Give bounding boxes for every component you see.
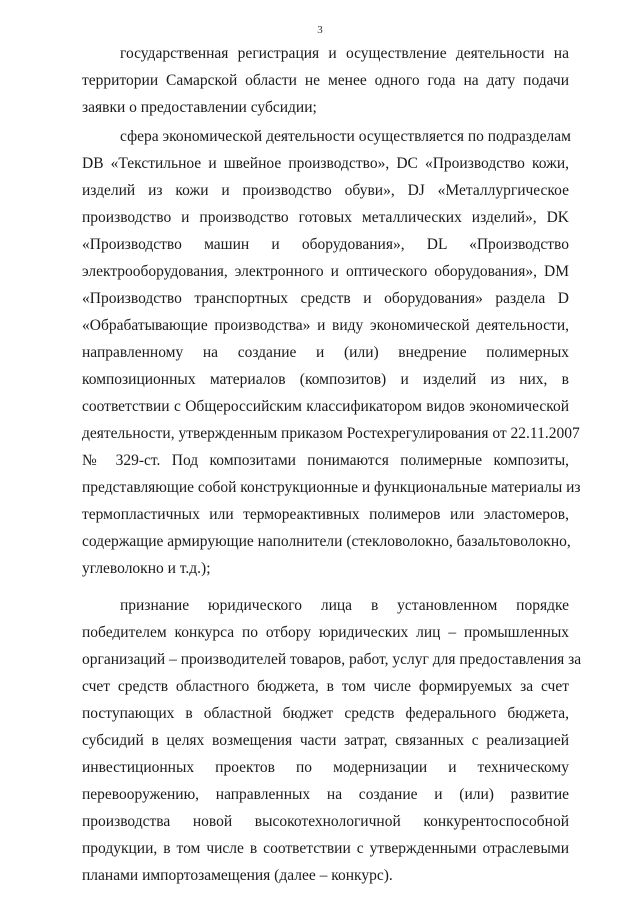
- text-line: № 329-ст. Под композитами понимаются полимерные композиты,: [82, 452, 569, 469]
- text-line: DB «Текстильное и швейное производство», DC «Производство кожи,: [82, 155, 569, 172]
- text-line: сфера экономической деятельности осуществляется по подразделам: [120, 128, 571, 145]
- text-line: планами импортозамещения (далее – конкурс).: [82, 867, 393, 884]
- text-line: производства новой высокотехнологичной конкурентоспособной: [82, 813, 569, 830]
- text-line: счет средств областного бюджета, в том числе формируемых за счет: [82, 678, 569, 695]
- text-line: инвестиционных проектов по модернизации и техническому: [82, 759, 569, 776]
- document-body: [82, 40, 582, 889]
- text-line: «Производство транспортных средств и оборудования» раздела D: [82, 290, 569, 307]
- text-line: углеволокно и т.д.);: [82, 560, 211, 577]
- text-line: «Производство машин и оборудования», DL «Производство: [82, 236, 569, 253]
- text-line: заявки о предоставлении субсидии;: [82, 99, 317, 116]
- text-line: производство и производство готовых металлических изделий», DK: [82, 209, 569, 226]
- text-line: соответствии с Общероссийским классификатором видов экономической: [82, 398, 569, 415]
- text-line: электрооборудования, электронного и оптического оборудования», DM: [82, 263, 569, 280]
- text-line: поступающих в областной бюджет средств федерального бюджета,: [82, 705, 569, 722]
- text-line: представляющие собой конструкционные и функциональные материалы из: [82, 479, 581, 496]
- text-line: субсидий в целях возмещения части затрат, связанных с реализацией: [82, 732, 569, 749]
- text-line: государственная регистрация и осуществление деятельности на: [120, 45, 569, 62]
- text-line: организаций – производителей товаров, работ, услуг для предоставления за: [82, 651, 582, 668]
- text-line: «Обрабатывающие производства» и виду экономической деятельности,: [82, 317, 569, 334]
- text-line: перевооружению, направленных на создание и (или) развитие: [82, 786, 569, 803]
- text-line: изделий из кожи и производство обуви», DJ «Металлургическое: [82, 182, 569, 199]
- text-line: деятельности, утвержденным приказом Ростехрегулирования от 22.11.2007: [82, 425, 580, 442]
- paragraph-competition-winner: [82, 592, 582, 889]
- paragraph-economic-activity: [82, 123, 581, 582]
- text-line: направленному на создание и (или) внедрение полимерных: [82, 344, 569, 361]
- text-line: термопластичных или термореактивных полимеров или эластомеров,: [82, 506, 569, 523]
- text-line: содержащие армирующие наполнители (стекловолокно, базальтоволокно,: [82, 533, 571, 550]
- text-line: территории Самарской области не менее одного года на дату подачи: [82, 72, 569, 89]
- text-line: победителем конкурса по отбору юридических лиц – промышленных: [82, 624, 569, 641]
- text-line: признание юридического лица в установленном порядке: [120, 597, 569, 614]
- text-line: композиционных материалов (композитов) и изделий из них, в: [82, 371, 569, 388]
- text-line: продукции, в том числе в соответствии с утвержденными отраслевыми: [82, 840, 569, 857]
- paragraph-registration-requirement: [82, 40, 569, 121]
- page-number: 3: [317, 24, 323, 36]
